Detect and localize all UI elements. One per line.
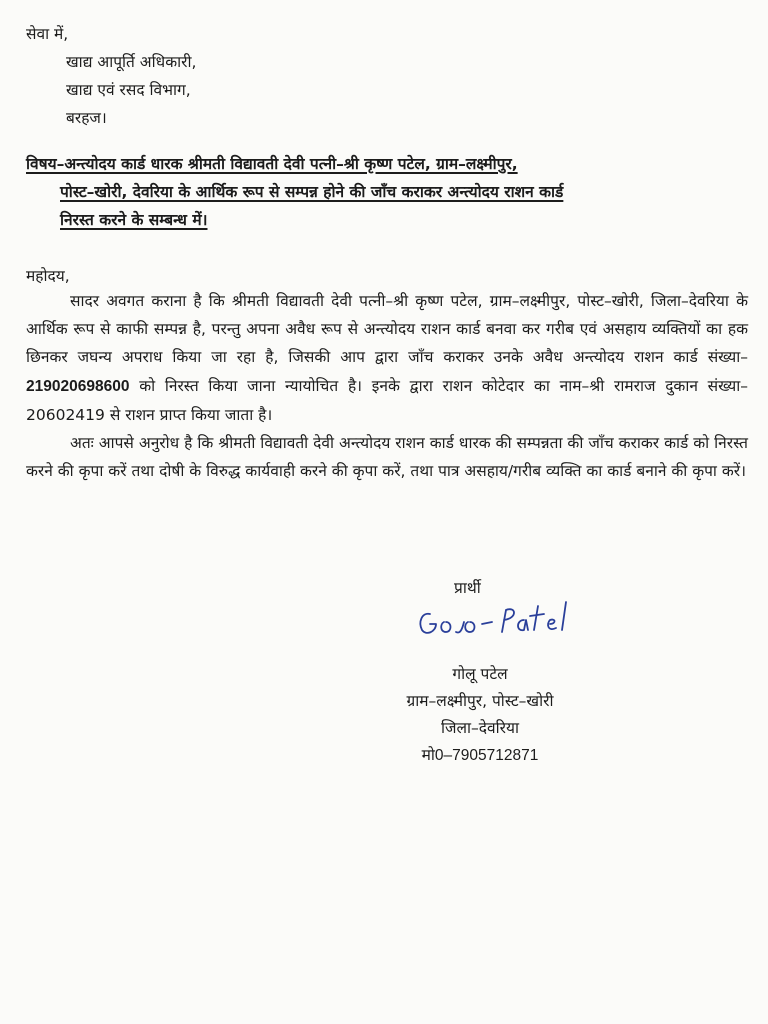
address-salutation: सेवा में, <box>26 25 69 43</box>
sender-details <box>370 661 590 769</box>
subject-line-3: निरस्त करने के सम्बन्ध में। <box>60 211 208 229</box>
body-paragraph-2: अतः आपसे अनुरोध है कि श्रीमती विद्यावती देवी अन्त्योदय राशन कार्ड धारक की सम्पन्नता की जाँच कराकर कार्ड को निरस्त करने की कृपा करें तथा दोषी के विरुद्ध कार्यवाही करने की कृपा करें, तथा पात्र असहाय/गरीब व्यक्ति का कार्ड बनाने की कृपा करें। <box>26 434 748 481</box>
sender-village: ग्राम–लक्ष्मीपुर, पोस्ट–खोरी <box>406 692 554 710</box>
body-paragraph-1 <box>26 287 748 429</box>
sender-name: गोलू पटेल <box>452 665 508 683</box>
handwritten-signature <box>410 592 580 642</box>
sender-district: जिला–देवरिया <box>441 719 519 737</box>
recipient-address <box>26 20 196 132</box>
address-line-department: खाद्य एवं रसद विभाग, <box>66 81 191 99</box>
subject-line-1: विषय–अन्त्योदय कार्ड धारक श्रीमती विद्यावती देवी पत्नी–श्री कृष्ण पटेल, ग्राम–लक्ष्मीपुर, <box>26 155 518 173</box>
address-line-officer: खाद्य आपूर्ति अधिकारी, <box>66 53 197 71</box>
letter-body <box>26 287 748 485</box>
body-paragraph-1-text-b: को निरस्त किया जाना न्यायोचित है। इनके द्वारा राशन कोटेदार का नाम–श्री रामराज दुकान संख्या–20602419 से राशन प्राप्त किया जाता है। <box>26 376 748 424</box>
ration-card-number: 219020698600 <box>26 377 130 395</box>
subject-line-2: पोस्ट–खोरी, देवरिया के आर्थिक रूप से सम्पन्न होने की जाँच कराकर अन्त्योदय राशन कार्ड <box>60 183 564 201</box>
address-line-place: बरहज। <box>66 109 107 127</box>
sender-mobile: मो0–7905712871 <box>421 747 539 764</box>
applicant-label: प्रार्थी <box>454 579 481 597</box>
salutation: महोदय, <box>26 267 70 285</box>
subject-block <box>26 150 748 234</box>
body-paragraph-1-text-a: सादर अवगत कराना है कि श्रीमती विद्यावती देवी पत्नी–श्री कृष्ण पटेल, ग्राम–लक्ष्मीपुर, पोस्ट–खोरी, जिला–देवरिया के आर्थिक रूप से काफी सम्पन्न है, परन्तु अपना अवैध रूप से अन्त्योदय राशन कार्ड बनवा कर गरीब एवं असहाय व्यक्तियों का हक छिनकर जघन्य अपराध किया जा रहा है, जिसकी आप द्वारा जाँच कराकर उनके अवैध अन्त्योदय राशन कार्ड संख्या– <box>26 292 748 367</box>
